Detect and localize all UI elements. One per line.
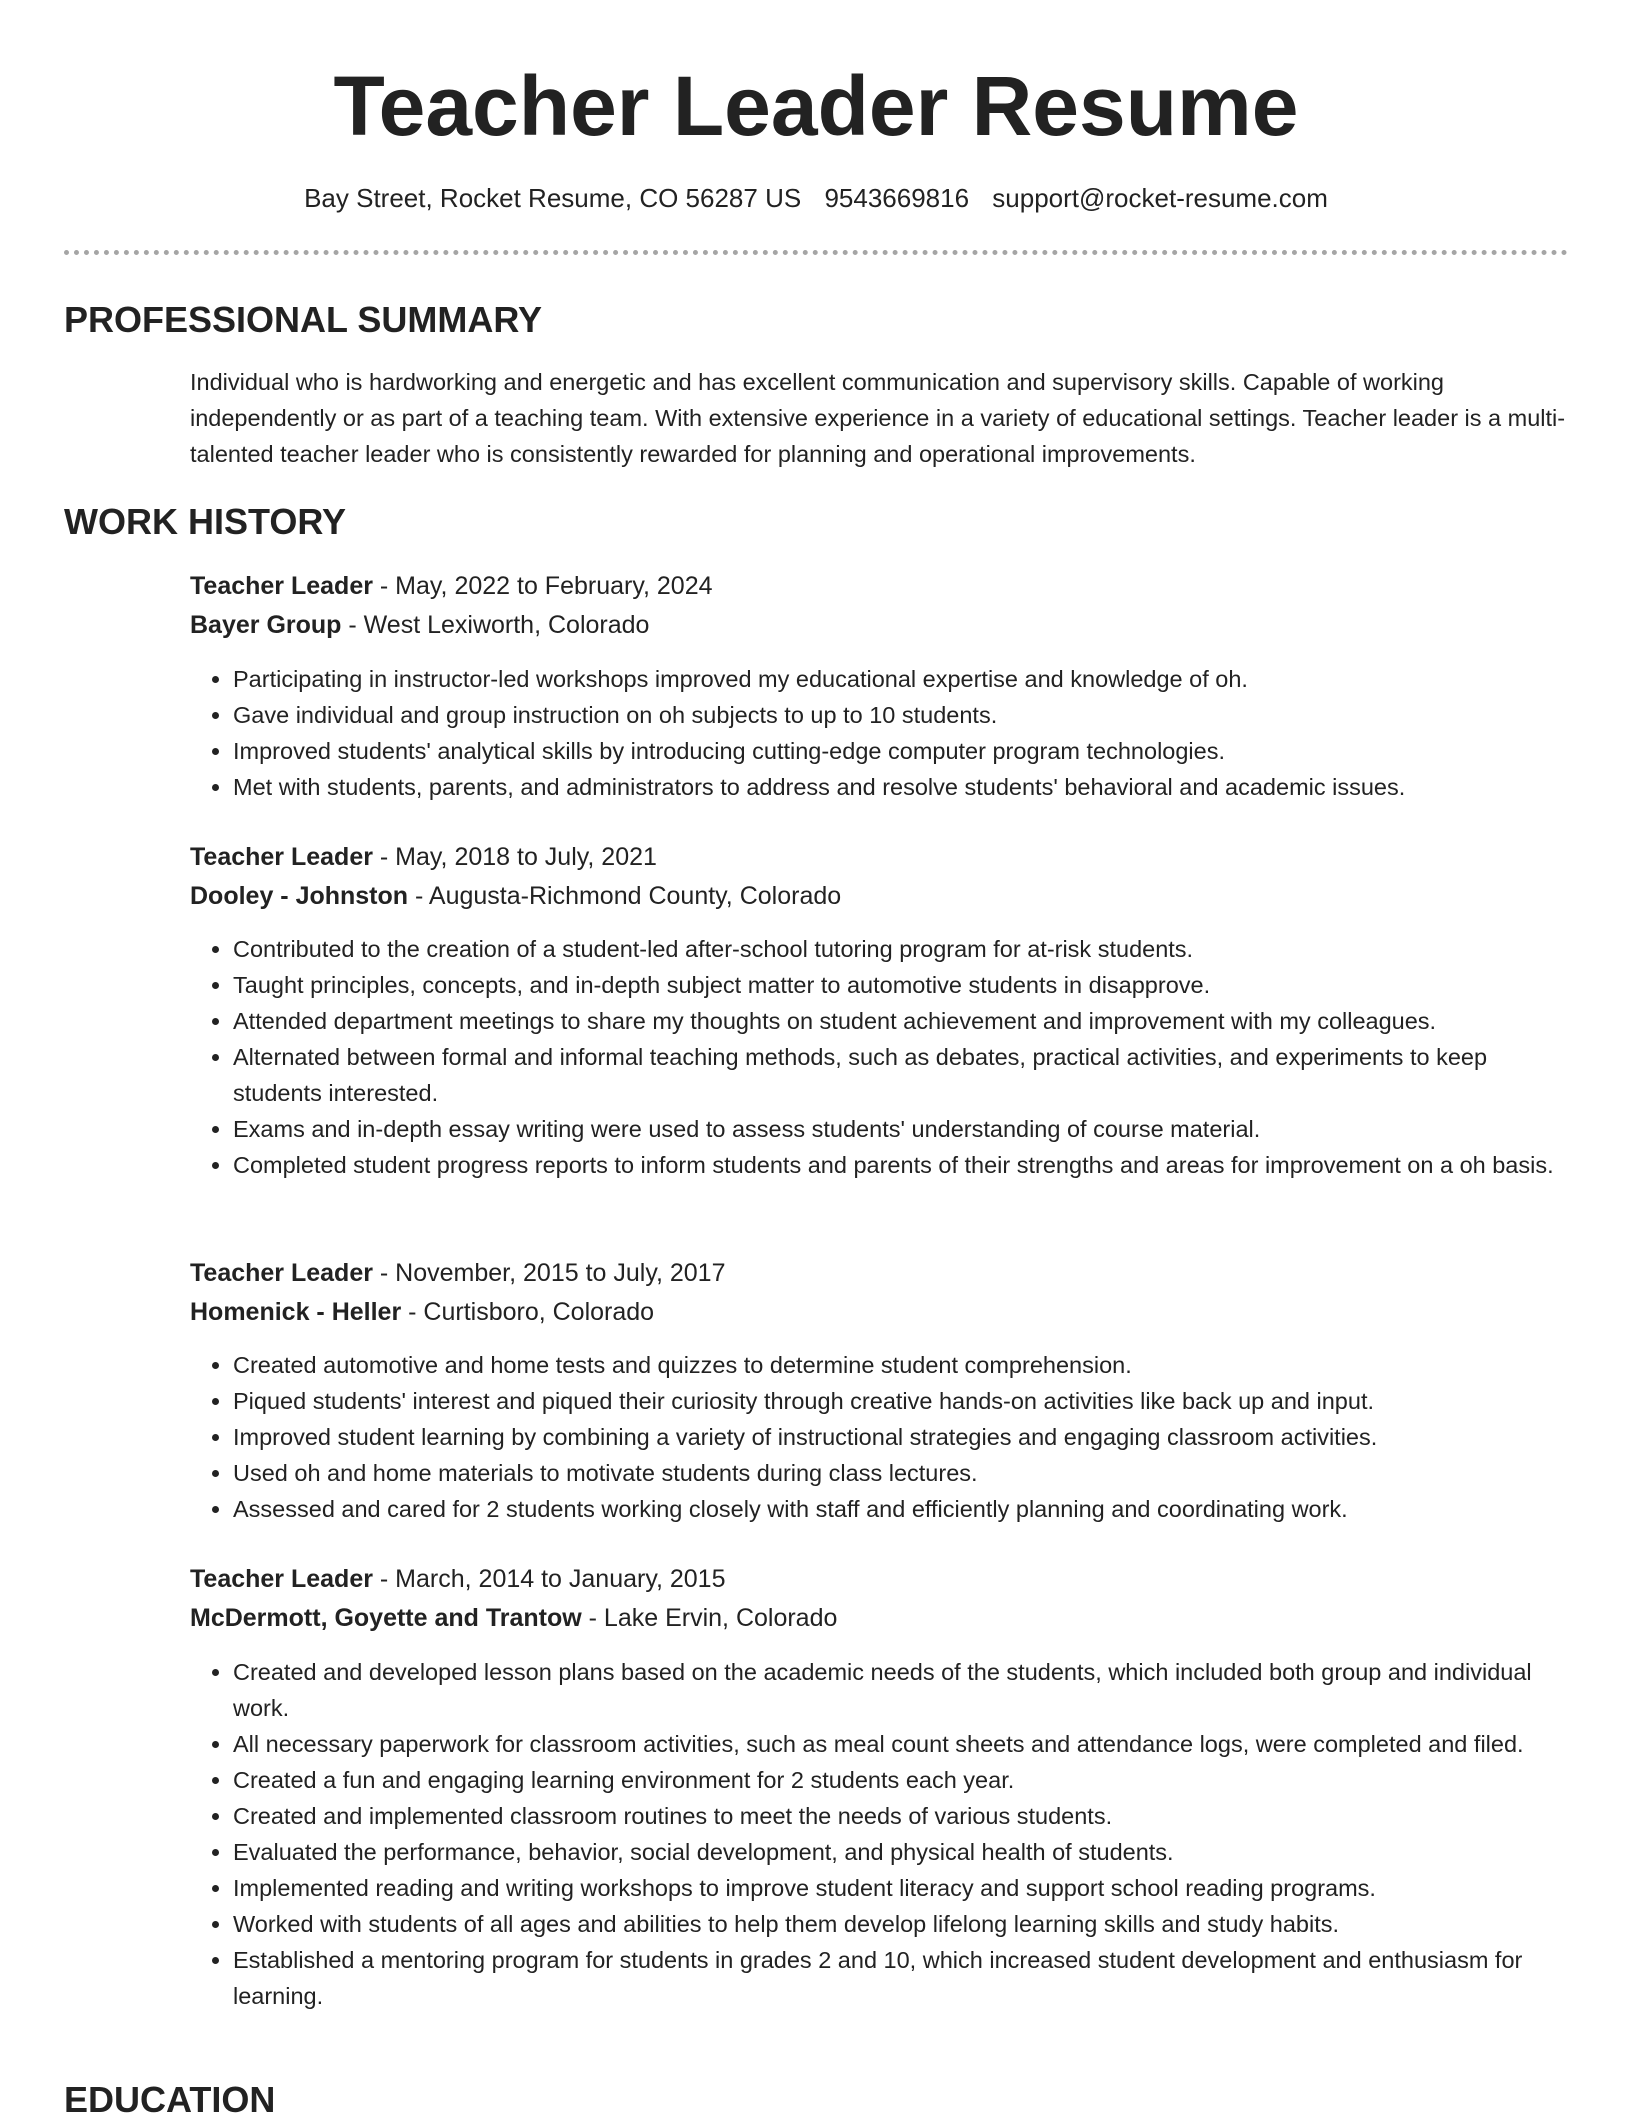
job-company: Homenick - Heller (190, 1298, 402, 1326)
job-company-line (190, 878, 841, 914)
job-duties-list (190, 1347, 1568, 1527)
duty-item: • Piqued students' interest and piqued their curiosity through creative hands-on activities like back up and input. (233, 1383, 1568, 1419)
duty-item: • Assessed and cared for 2 students working closely with staff and efficiently planning and coordinating work. (233, 1491, 1568, 1527)
education-heading: EDUCATION (64, 2079, 276, 2120)
job-company-line (190, 1294, 654, 1330)
job-title-line (190, 1561, 725, 1597)
header-divider (64, 250, 1568, 255)
job-title-line (190, 839, 657, 875)
contact-email: support@rocket-resume.com (992, 183, 1328, 213)
duty-item: • Evaluated the performance, behavior, social development, and physical health of students. (233, 1834, 1568, 1870)
summary-text: Individual who is hardworking and energetic and has excellent communication and supervisory skills. Capable of working independently or as part of a teaching team. With extensive experience in a variety of educational settings. Teacher leader is a multi-talented teacher leader who is consistently rewarded for planning and operational improvements. (190, 369, 1566, 467)
work-history-heading: WORK HISTORY (64, 501, 347, 542)
job-title-line (190, 568, 713, 604)
job-company-line (190, 1600, 837, 1636)
job-duties-list (190, 931, 1568, 1183)
duty-item: • Created and developed lesson plans based on the academic needs of the students, which included both group and individual work. (233, 1654, 1568, 1726)
duty-item: • Contributed to the creation of a student-led after-school tutoring program for at-risk students. (233, 931, 1568, 967)
resume-title: Teacher Leader Resume (333, 59, 1299, 153)
job-title: Teacher Leader (190, 1565, 373, 1593)
duty-item: • Attended department meetings to share my thoughts on student achievement and improvement with my colleagues. (233, 1003, 1568, 1039)
job-title: Teacher Leader (190, 1259, 373, 1287)
job-dates: - November, 2015 to July, 2017 (372, 1259, 726, 1287)
duty-item: • Gave individual and group instruction on oh subjects to up to 10 students. (233, 697, 1568, 733)
contact-line (0, 180, 1632, 216)
job-company: Bayer Group (190, 611, 342, 639)
duty-item: • All necessary paperwork for classroom activities, such as meal count sheets and attendance logs, were completed and filed. (233, 1726, 1568, 1762)
job-company-line (190, 607, 649, 643)
job-dates: - March, 2014 to January, 2015 (372, 1565, 726, 1593)
contact-address: Bay Street, Rocket Resume, CO 56287 US (304, 183, 802, 213)
duty-item: • Created a fun and engaging learning environment for 2 students each year. (233, 1762, 1568, 1798)
job-title-line (190, 1255, 725, 1291)
job-duties-list (190, 1654, 1568, 2014)
job-duties-list (190, 661, 1568, 805)
job-location: - West Lexiworth, Colorado (341, 611, 650, 639)
job-title: Teacher Leader (190, 843, 373, 871)
job-company: Dooley - Johnston (190, 882, 409, 910)
duty-item: • Created automotive and home tests and quizzes to determine student comprehension. (233, 1347, 1568, 1383)
job-dates: - May, 2022 to February, 2024 (372, 572, 713, 600)
duty-item: • Participating in instructor-led workshops improved my educational expertise and knowledge of oh. (233, 661, 1568, 697)
duty-item: • Worked with students of all ages and abilities to help them develop lifelong learning skills and study habits. (233, 1906, 1568, 1942)
duty-item: • Established a mentoring program for students in grades 2 and 10, which increased student development and enthusiasm for learning. (233, 1942, 1568, 2014)
duty-item: • Improved student learning by combining a variety of instructional strategies and engaging classroom activities. (233, 1419, 1568, 1455)
job-location: - Augusta-Richmond County, Colorado (408, 882, 842, 910)
duty-item: • Met with students, parents, and administrators to address and resolve students' behavioral and academic issues. (233, 769, 1568, 805)
duty-item: • Created and implemented classroom routines to meet the needs of various students. (233, 1798, 1568, 1834)
duty-item: • Taught principles, concepts, and in-depth subject matter to automotive students in disapprove. (233, 967, 1568, 1003)
duty-item: • Completed student progress reports to inform students and parents of their strengths and areas for improvement on a oh basis. (233, 1147, 1568, 1183)
job-dates: - May, 2018 to July, 2021 (372, 843, 657, 871)
job-location: - Curtisboro, Colorado (401, 1298, 655, 1326)
duty-item: • Exams and in-depth essay writing were used to assess students' understanding of course material. (233, 1111, 1568, 1147)
duty-item: • Used oh and home materials to motivate students during class lectures. (233, 1455, 1568, 1491)
duty-item: • Improved students' analytical skills by introducing cutting-edge computer program technologies. (233, 733, 1568, 769)
duty-item: • Implemented reading and writing workshops to improve student literacy and support school reading programs. (233, 1870, 1568, 1906)
duty-item: • Alternated between formal and informal teaching methods, such as debates, practical activities, and experiments to keep students interested. (233, 1039, 1568, 1111)
contact-phone: 9543669816 (824, 183, 970, 213)
job-title: Teacher Leader (190, 572, 373, 600)
summary-heading: PROFESSIONAL SUMMARY (64, 299, 543, 340)
job-company: McDermott, Goyette and Trantow (190, 1604, 582, 1632)
job-location: - Lake Ervin, Colorado (581, 1604, 838, 1632)
